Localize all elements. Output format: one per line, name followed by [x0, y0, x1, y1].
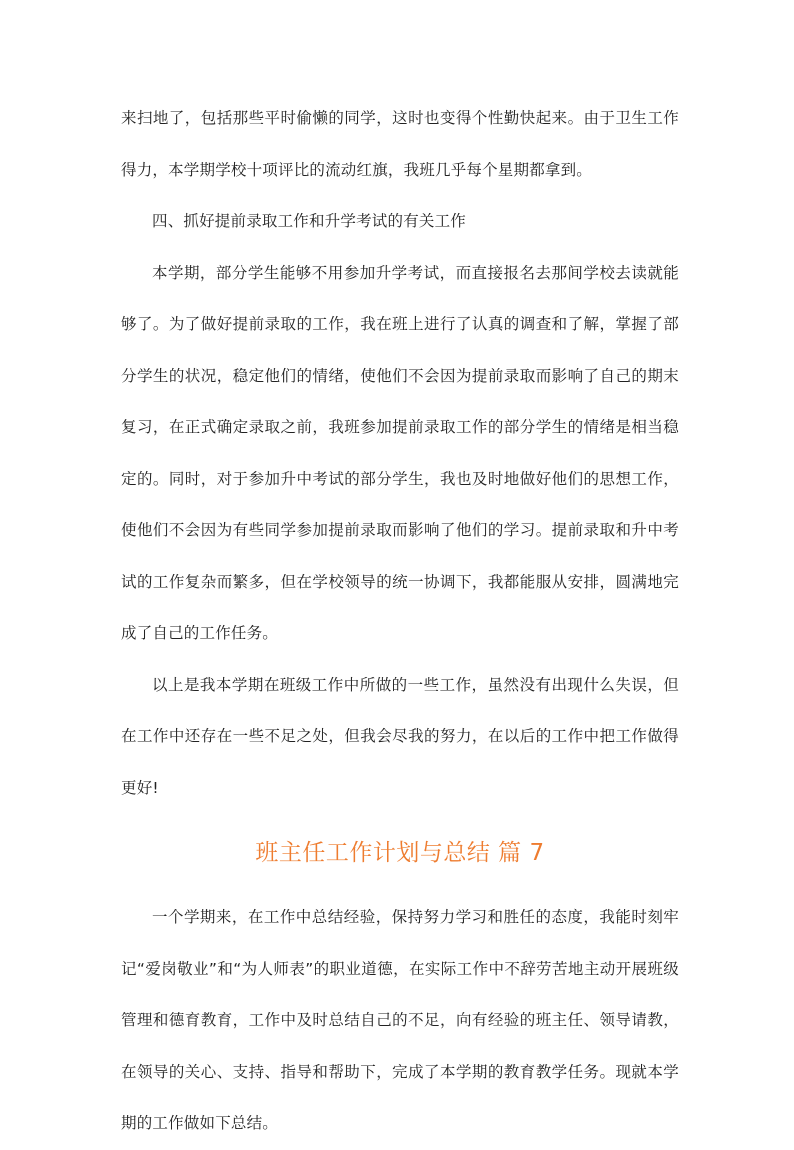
section-heading: 班主任工作计划与总结 篇 7	[255, 840, 545, 866]
paragraph-conclusion: 以上是我本学期在班级工作中所做的一些工作，虽然没有出现什么失误，但在工作中还存在一些不足之处，但我会尽我的努力，在以后的工作中把工作做得更好!	[121, 675, 679, 797]
subsection-heading: 四、抓好提前录取工作和升学考试的有关工作	[152, 212, 467, 230]
paragraph-early-admission: 本学期，部分学生能够不用参加升学考试，而直接报名去那间学校去读就能够了。为了做好提前录取的工作，我在班上进行了认真的调查和了解，掌握了部分学生的状况，稳定他们的情绪，使他们不会因为提前录取而影响了自己的期末复习，在正式确定录取之前，我班参加提前录取工作的部分学生的情绪是相当稳定的。同时，对于参加升中考试的部分学生，我也及时地做好他们的思想工作，使他们不会因为有些同学参加提前录取而影响了他们的学习。提前录取和升中考试的工作复杂而繁多，但在学校领导的统一协调下，我都能服从安排，圆满地完成了自己的工作任务。	[121, 263, 679, 642]
paragraph-continuation: 来扫地了，包括那些平时偷懒的同学，这时也变得个性勤快起来。由于卫生工作得力，本学期学校十项评比的流动红旗，我班几乎每个星期都拿到。	[121, 109, 679, 179]
paragraph-intro: 一个学期来，在工作中总结经验，保持努力学习和胜任的态度，我能时刻牢记“爱岗敬业”和“为人师表”的职业道德，在实际工作中不辞劳苦地主动开展班级管理和德育教育，工作中及时总结自己的不足，向有经验的班主任、领导请教，在领导的关心、支持、指导和帮助下，完成了本学期的教育教学任务。现就本学期的工作做如下总结。	[121, 908, 679, 1132]
document-body	[121, 93, 679, 1150]
